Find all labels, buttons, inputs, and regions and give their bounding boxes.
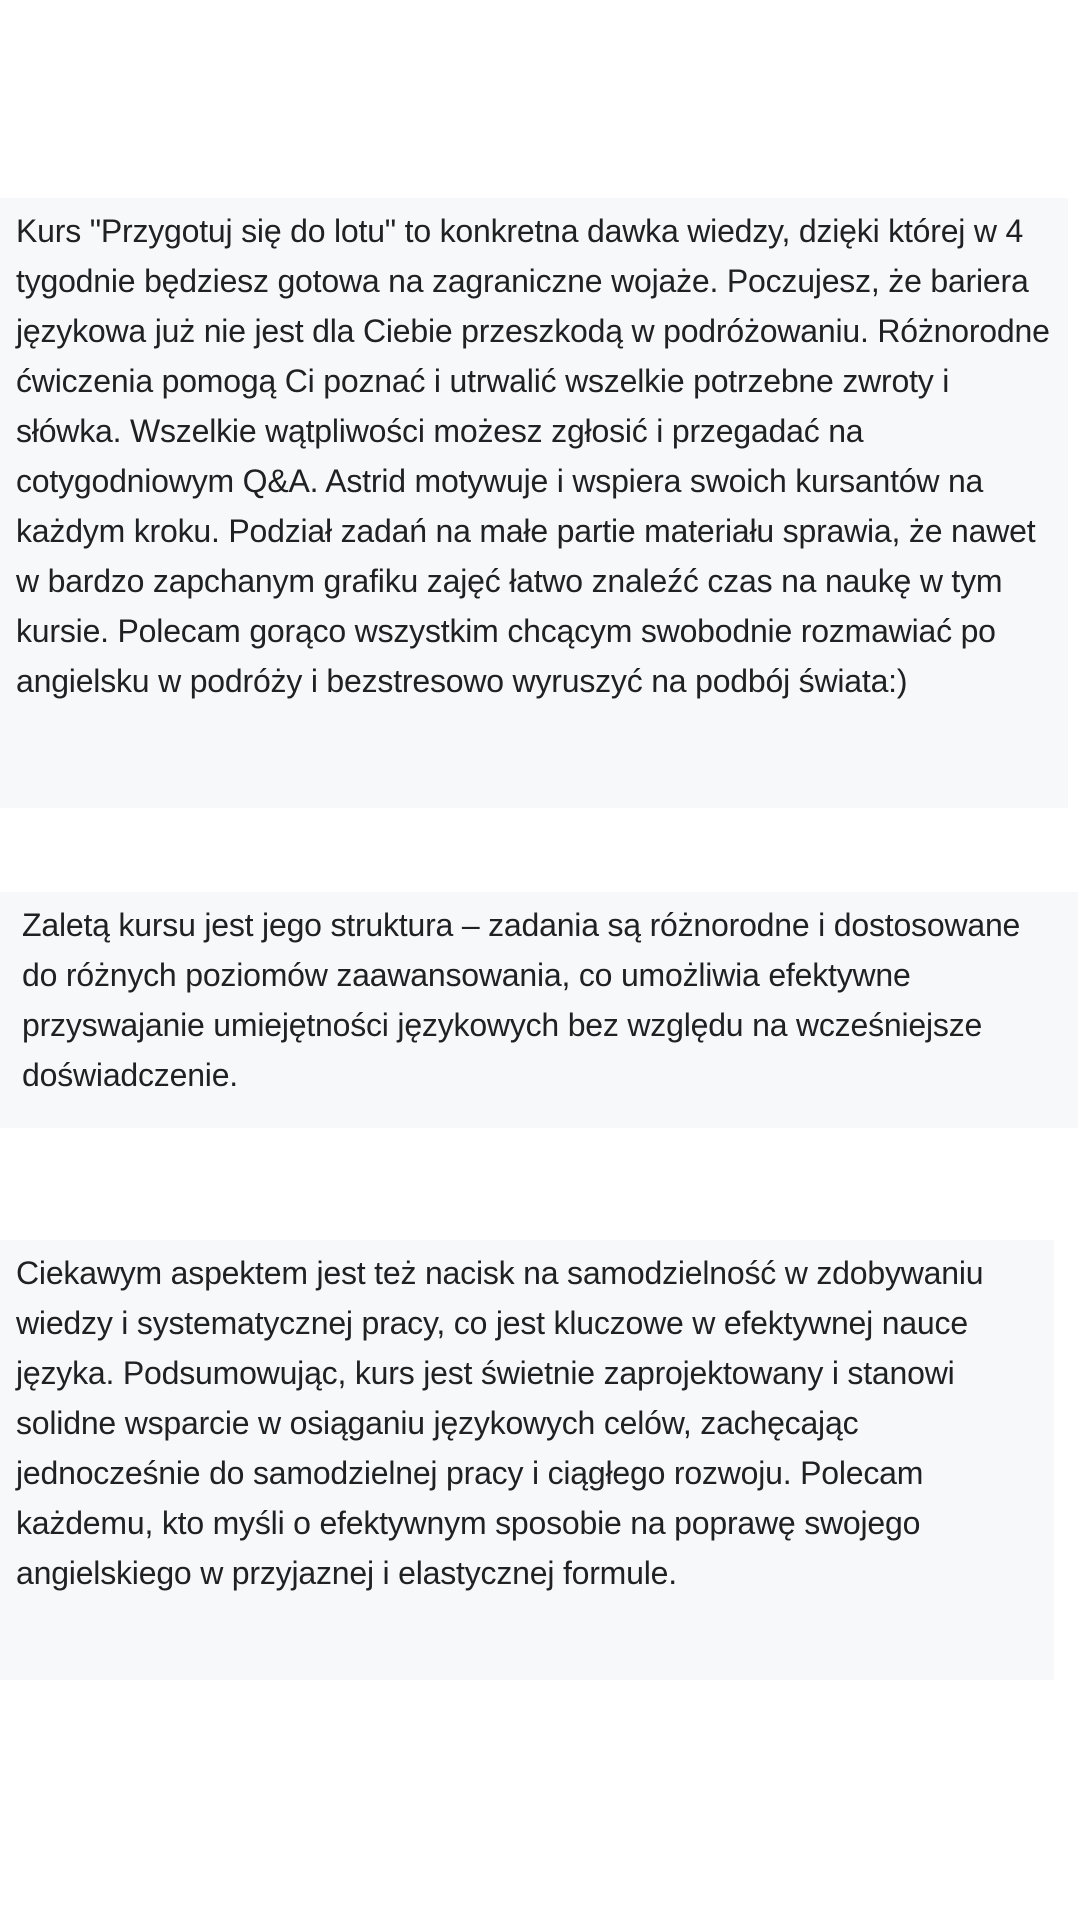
review-text-1: Kurs "Przygotuj się do lotu" to konkretna dawka wiedzy, dzięki której w 4 tygodnie będziesz gotowa na zagraniczne wojaże. Poczujesz, że bariera językowa już nie jest dla Ciebie przeszkodą w podróżowaniu. Różnorodne ćwiczenia pomogą Ci poznać i utrwalić wszelkie potrzebne zwroty i słówka. Wszelkie wątpliwości możesz zgłosić i przegadać na cotygodniowym Q&A. Astrid motywuje i wspiera swoich kursantów na każdym kroku. Podział zadań na małe partie materiału sprawia, że nawet w bardzo zapchanym grafiku zajęć łatwo znaleźć czas na naukę w tym kursie. Polecam gorąco wszystkim chcącym swobodnie rozmawiać po angielsku w podróży i bezstresowo wyruszyć na podbój świata:) <box>16 213 1050 699</box>
review-card-2 <box>0 892 1078 1128</box>
review-card-3 <box>0 1240 1054 1680</box>
review-text-3: Ciekawym aspektem jest też nacisk na samodzielność w zdobywaniu wiedzy i systematycznej pracy, co jest kluczowe w efektywnej nauce języka. Podsumowując, kurs jest świetnie zaprojektowany i stanowi solidne wsparcie w osiąganiu językowych celów, zachęcając jednocześnie do samodzielnej pracy i ciągłego rozwoju. Polecam każdemu, kto myśli o efektywnym sposobie na poprawę swojego angielskiego w przyjaznej i elastycznej formule. <box>16 1255 984 1591</box>
review-card-1 <box>0 198 1068 808</box>
review-text-2: Zaletą kursu jest jego struktura – zadania są różnorodne i dostosowane do różnych poziomów zaawansowania, co umożliwia efektywne przyswajanie umiejętności językowych bez względu na wcześniejsze doświadczenie. <box>22 907 1021 1093</box>
